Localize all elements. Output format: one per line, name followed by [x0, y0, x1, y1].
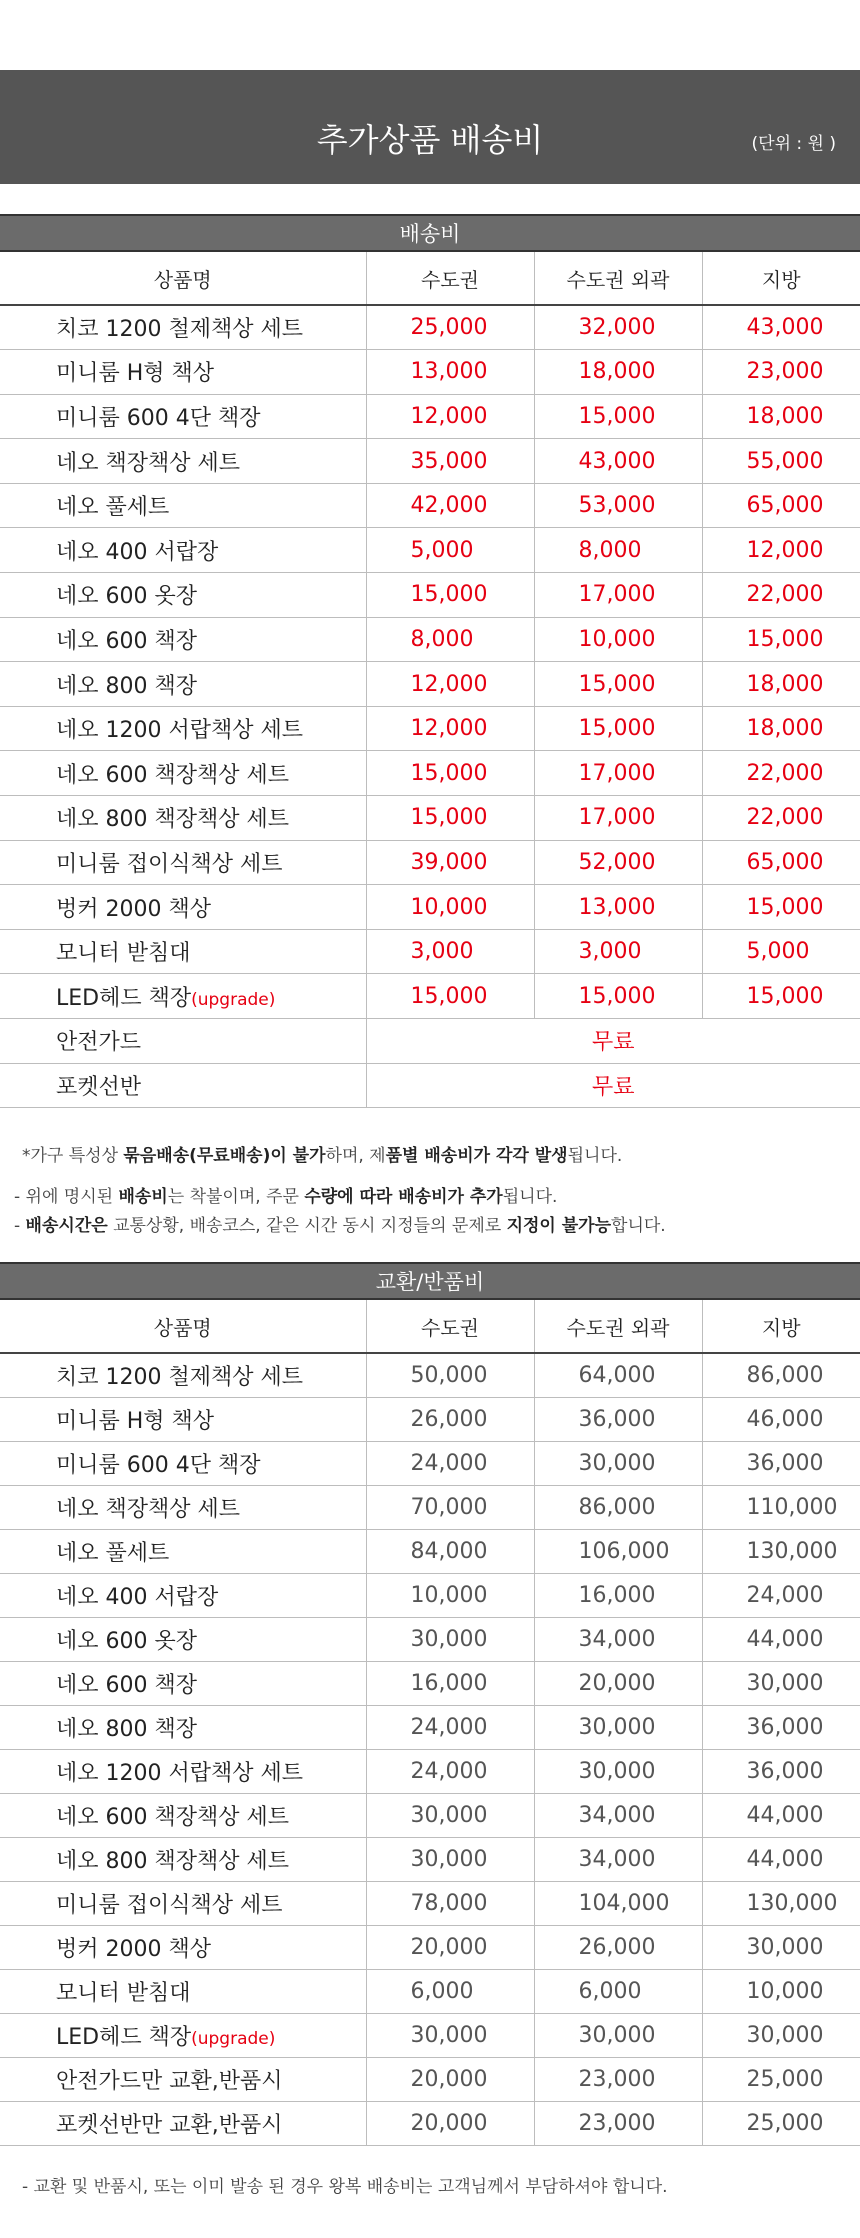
table-header-row: [0, 252, 860, 305]
provinces-fee: 44,000: [702, 1837, 860, 1881]
product-name: LED헤드 책장: [56, 2024, 192, 2050]
note-emphasis: 수량에 따라 배송비가 추가: [304, 1187, 503, 1207]
product-name-cell: [0, 439, 366, 484]
note-text: *가구 특성상: [22, 1146, 124, 1166]
product-name: 네오 1200 서랍책상 세트: [56, 718, 303, 744]
product-name-cell: [0, 1705, 366, 1749]
provinces-fee: 30,000: [702, 2013, 860, 2057]
product-name: 안전가드만 교환,반품시: [56, 2068, 283, 2094]
provinces-fee: 36,000: [702, 1705, 860, 1749]
product-name-cell: [0, 974, 366, 1019]
table-row: [0, 929, 860, 974]
product-name-cell: [0, 528, 366, 573]
provinces-fee: 30,000: [702, 1661, 860, 1705]
note-text: 합니다.: [611, 1216, 666, 1236]
product-name: 네오 600 책장책상 세트: [56, 762, 289, 788]
product-name: 네오 800 책장책상 세트: [56, 807, 289, 833]
product-name: 미니룸 H형 책상: [56, 361, 215, 387]
product-name: 네오 800 책장: [56, 1716, 197, 1742]
product-name-cell: [0, 483, 366, 528]
product-name: LED헤드 책장: [56, 985, 192, 1011]
note-text: - 위에 명시된: [14, 1187, 119, 1207]
metro-fee: 30,000: [366, 2013, 534, 2057]
table-row: [0, 1019, 860, 1064]
product-name-cell: [0, 2057, 366, 2101]
metro-fee: 10,000: [366, 885, 534, 930]
product-name: 네오 400 서랍장: [56, 539, 219, 565]
provinces-fee: 43,000: [702, 305, 860, 350]
metro-fee: 30,000: [366, 1617, 534, 1661]
product-name-cell: [0, 1441, 366, 1485]
provinces-fee: 18,000: [702, 662, 860, 707]
provinces-fee: 30,000: [702, 1925, 860, 1969]
product-name-cell: [0, 2013, 366, 2057]
metro-fee: 26,000: [366, 1397, 534, 1441]
metro-outskirts-fee: 18,000: [534, 350, 702, 395]
product-name: 치코 1200 철제책상 세트: [56, 317, 303, 343]
shipping-fee-table: [0, 252, 860, 1108]
table-row: [0, 796, 860, 841]
product-name-cell: [0, 885, 366, 930]
product-name-cell: [0, 662, 366, 707]
column-header-metro: 수도권: [366, 1300, 534, 1353]
product-name-cell: [0, 706, 366, 751]
returns-section-title: 교환/반품비: [0, 1262, 860, 1300]
provinces-fee: 36,000: [702, 1441, 860, 1485]
product-name: 네오 1200 서랍책상 세트: [56, 1760, 303, 1786]
table-row: [0, 751, 860, 796]
note-text: 됩니다.: [502, 1187, 558, 1207]
product-name: 네오 600 옷장: [56, 584, 197, 610]
metro-fee: 30,000: [366, 1793, 534, 1837]
provinces-fee: 15,000: [702, 885, 860, 930]
metro-fee: 5,000: [366, 528, 534, 573]
provinces-fee: 86,000: [702, 1353, 860, 1397]
note-delivery-time: [14, 1214, 666, 1238]
column-header-metro: 수도권: [366, 252, 534, 305]
provinces-fee: 18,000: [702, 706, 860, 751]
metro-fee: 16,000: [366, 1661, 534, 1705]
column-header-metro-outskirts: 수도권 외곽: [534, 1300, 702, 1353]
provinces-fee: 22,000: [702, 796, 860, 841]
metro-fee: 39,000: [366, 840, 534, 885]
free-shipping-label: 무료: [366, 1063, 860, 1108]
provinces-fee: 44,000: [702, 1793, 860, 1837]
provinces-fee: 18,000: [702, 394, 860, 439]
metro-outskirts-fee: 34,000: [534, 1793, 702, 1837]
provinces-fee: 12,000: [702, 528, 860, 573]
table-row: [0, 1063, 860, 1108]
product-name: 미니룸 600 4단 책장: [56, 405, 261, 431]
metro-outskirts-fee: 53,000: [534, 483, 702, 528]
product-name: 안전가드: [0, 1019, 366, 1064]
provinces-fee: 44,000: [702, 1617, 860, 1661]
product-name-cell: [0, 305, 366, 350]
provinces-fee: 24,000: [702, 1573, 860, 1617]
product-name-cell: [0, 1661, 366, 1705]
note-text: -: [14, 1216, 26, 1236]
product-name: 네오 풀세트: [56, 495, 170, 521]
metro-fee: 15,000: [366, 796, 534, 841]
product-name: 네오 책장책상 세트: [56, 450, 241, 476]
product-name-cell: [0, 840, 366, 885]
product-name-cell: [0, 1397, 366, 1441]
provinces-fee: 130,000: [702, 1529, 860, 1573]
metro-fee: 24,000: [366, 1749, 534, 1793]
metro-fee: 20,000: [366, 2101, 534, 2145]
table-row: [0, 2013, 860, 2057]
product-name-cell: [0, 1881, 366, 1925]
column-header-provinces: 지방: [702, 1300, 860, 1353]
product-name: 네오 800 책장책상 세트: [56, 1848, 289, 1874]
table-row: [0, 1793, 860, 1837]
metro-outskirts-fee: 43,000: [534, 439, 702, 484]
metro-fee: 20,000: [366, 1925, 534, 1969]
product-name-cell: [0, 1793, 366, 1837]
provinces-fee: 110,000: [702, 1485, 860, 1529]
table-row: [0, 305, 860, 350]
column-header-product: 상품명: [0, 1300, 366, 1353]
table-row: [0, 483, 860, 528]
product-name-cell: [0, 1353, 366, 1397]
product-name: 포켓선반만 교환,반품시: [56, 2112, 283, 2138]
upgrade-tag: (upgrade): [191, 2028, 276, 2049]
table-row: [0, 662, 860, 707]
product-name: 포켓선반: [0, 1063, 366, 1108]
metro-outskirts-fee: 20,000: [534, 1661, 702, 1705]
metro-outskirts-fee: 106,000: [534, 1529, 702, 1573]
table-row: [0, 1573, 860, 1617]
table-row: [0, 1661, 860, 1705]
note-emphasis: 품별 배송비가 각각 발생: [385, 1146, 568, 1166]
metro-outskirts-fee: 17,000: [534, 573, 702, 618]
shipping-section-title: 배송비: [0, 214, 860, 252]
product-name-cell: [0, 1529, 366, 1573]
metro-fee: 35,000: [366, 439, 534, 484]
column-header-product: 상품명: [0, 252, 366, 305]
returns-fee-rows: [0, 1353, 860, 2145]
metro-fee: 50,000: [366, 1353, 534, 1397]
table-row: [0, 885, 860, 930]
shipping-fee-rows: [0, 305, 860, 1108]
metro-fee: 78,000: [366, 1881, 534, 1925]
product-name-cell: [0, 1573, 366, 1617]
product-name: 네오 풀세트: [56, 1540, 170, 1566]
metro-outskirts-fee: 64,000: [534, 1353, 702, 1397]
metro-outskirts-fee: 15,000: [534, 662, 702, 707]
table-header-row: [0, 1300, 860, 1353]
product-name-cell: [0, 751, 366, 796]
table-row: [0, 1485, 860, 1529]
metro-outskirts-fee: 23,000: [534, 2057, 702, 2101]
product-name: 미니룸 접이식책상 세트: [56, 851, 283, 877]
product-name: 모니터 받침대: [56, 941, 191, 967]
metro-fee: 13,000: [366, 350, 534, 395]
column-header-metro-outskirts: 수도권 외곽: [534, 252, 702, 305]
product-name: 네오 600 책장: [56, 1672, 197, 1698]
metro-outskirts-fee: 34,000: [534, 1617, 702, 1661]
product-name-cell: [0, 617, 366, 662]
metro-outskirts-fee: 16,000: [534, 1573, 702, 1617]
table-row: [0, 528, 860, 573]
table-row: [0, 1529, 860, 1573]
metro-fee: 15,000: [366, 751, 534, 796]
metro-outskirts-fee: 30,000: [534, 1705, 702, 1749]
metro-outskirts-fee: 36,000: [534, 1397, 702, 1441]
table-row: [0, 617, 860, 662]
provinces-fee: 46,000: [702, 1397, 860, 1441]
product-name: 미니룸 H형 책상: [56, 1408, 215, 1434]
table-row: [0, 1617, 860, 1661]
product-name-cell: [0, 1925, 366, 1969]
provinces-fee: 55,000: [702, 439, 860, 484]
metro-outskirts-fee: 6,000: [534, 1969, 702, 2013]
metro-outskirts-fee: 23,000: [534, 2101, 702, 2145]
metro-outskirts-fee: 32,000: [534, 305, 702, 350]
table-row: [0, 1749, 860, 1793]
table-row: [0, 2101, 860, 2145]
provinces-fee: 22,000: [702, 751, 860, 796]
metro-fee: 25,000: [366, 305, 534, 350]
metro-fee: 12,000: [366, 662, 534, 707]
table-row: [0, 439, 860, 484]
product-name-cell: [0, 1837, 366, 1881]
metro-outskirts-fee: 34,000: [534, 1837, 702, 1881]
provinces-fee: 65,000: [702, 840, 860, 885]
product-name-cell: [0, 2101, 366, 2145]
provinces-fee: 130,000: [702, 1881, 860, 1925]
product-name: 치코 1200 철제책상 세트: [56, 1364, 303, 1390]
metro-fee: 3,000: [366, 929, 534, 974]
product-name-cell: [0, 1485, 366, 1529]
metro-fee: 70,000: [366, 1485, 534, 1529]
note-text: 하며, 제: [325, 1146, 386, 1166]
metro-fee: 24,000: [366, 1705, 534, 1749]
table-row: [0, 1881, 860, 1925]
provinces-fee: 36,000: [702, 1749, 860, 1793]
product-name-cell: [0, 394, 366, 439]
page-title: 추가상품 배송비: [316, 121, 544, 159]
metro-outskirts-fee: 10,000: [534, 617, 702, 662]
metro-outskirts-fee: 15,000: [534, 394, 702, 439]
column-header-provinces: 지방: [702, 252, 860, 305]
provinces-fee: 65,000: [702, 483, 860, 528]
table-row: [0, 1397, 860, 1441]
metro-outskirts-fee: 30,000: [534, 1441, 702, 1485]
provinces-fee: 15,000: [702, 974, 860, 1019]
product-name-cell: [0, 573, 366, 618]
unit-label: (단위 : 원 ): [751, 134, 836, 154]
metro-fee: 84,000: [366, 1529, 534, 1573]
table-row: [0, 1837, 860, 1881]
metro-outskirts-fee: 26,000: [534, 1925, 702, 1969]
note-text: 교통상황, 배송코스, 같은 시간 동시 지정들의 문제로: [107, 1216, 507, 1236]
product-name-cell: [0, 1969, 366, 2013]
note-emphasis: 배송비: [118, 1187, 168, 1207]
metro-fee: 42,000: [366, 483, 534, 528]
product-name: 네오 400 서랍장: [56, 1584, 219, 1610]
provinces-fee: 22,000: [702, 573, 860, 618]
metro-outskirts-fee: 15,000: [534, 974, 702, 1019]
metro-outskirts-fee: 17,000: [534, 751, 702, 796]
metro-fee: 12,000: [366, 706, 534, 751]
product-name: 벙커 2000 책상: [56, 1936, 211, 1962]
product-name: 네오 600 옷장: [56, 1628, 197, 1654]
metro-outskirts-fee: 3,000: [534, 929, 702, 974]
table-row: [0, 1353, 860, 1397]
free-shipping-label: 무료: [366, 1019, 860, 1064]
metro-fee: 12,000: [366, 394, 534, 439]
table-row: [0, 350, 860, 395]
table-row: [0, 394, 860, 439]
note-emphasis: 지정이 불가능: [506, 1216, 612, 1236]
table-row: [0, 706, 860, 751]
note-bundle-shipping: [22, 1144, 622, 1168]
upgrade-tag: (upgrade): [191, 989, 276, 1010]
product-name: 미니룸 600 4단 책장: [56, 1452, 261, 1478]
provinces-fee: 23,000: [702, 350, 860, 395]
product-name: 벙커 2000 책상: [56, 896, 211, 922]
metro-fee: 30,000: [366, 1837, 534, 1881]
table-row: [0, 840, 860, 885]
provinces-fee: 15,000: [702, 617, 860, 662]
product-name: 네오 600 책장: [56, 628, 197, 654]
metro-fee: 10,000: [366, 1573, 534, 1617]
metro-outskirts-fee: 13,000: [534, 885, 702, 930]
note-cash-on-delivery: [14, 1185, 557, 1209]
metro-fee: 15,000: [366, 573, 534, 618]
provinces-fee: 25,000: [702, 2057, 860, 2101]
page-header: [0, 70, 860, 184]
provinces-fee: 5,000: [702, 929, 860, 974]
metro-fee: 8,000: [366, 617, 534, 662]
table-row: [0, 974, 860, 1019]
product-name-cell: [0, 1749, 366, 1793]
metro-fee: 15,000: [366, 974, 534, 1019]
note-emphasis: 묶음배송(무료배송)이 불가: [123, 1146, 326, 1166]
product-name-cell: [0, 929, 366, 974]
metro-outskirts-fee: 86,000: [534, 1485, 702, 1529]
metro-outskirts-fee: 8,000: [534, 528, 702, 573]
product-name-cell: [0, 350, 366, 395]
metro-outskirts-fee: 17,000: [534, 796, 702, 841]
table-row: [0, 1969, 860, 2013]
note-emphasis: 배송시간은: [25, 1216, 108, 1236]
product-name: 미니룸 접이식책상 세트: [56, 1892, 283, 1918]
product-name-cell: [0, 796, 366, 841]
metro-outskirts-fee: 104,000: [534, 1881, 702, 1925]
table-row: [0, 1925, 860, 1969]
product-name-cell: [0, 1617, 366, 1661]
product-name: 네오 책장책상 세트: [56, 1496, 241, 1522]
table-row: [0, 1441, 860, 1485]
product-name: 모니터 받침대: [56, 1980, 191, 2006]
table-row: [0, 1705, 860, 1749]
table-row: [0, 573, 860, 618]
provinces-fee: 10,000: [702, 1969, 860, 2013]
metro-outskirts-fee: 30,000: [534, 1749, 702, 1793]
metro-outskirts-fee: 30,000: [534, 2013, 702, 2057]
note-text: 는 착불이며, 주문: [167, 1187, 305, 1207]
provinces-fee: 25,000: [702, 2101, 860, 2145]
product-name: 네오 800 책장: [56, 673, 197, 699]
returns-footnote: - 교환 및 반품시, 또는 이미 발송 된 경우 왕복 배송비는 고객님께서 부담하셔야 합니다.: [22, 2177, 668, 2197]
metro-outskirts-fee: 52,000: [534, 840, 702, 885]
metro-fee: 24,000: [366, 1441, 534, 1485]
returns-fee-table: [0, 1300, 860, 2146]
metro-fee: 6,000: [366, 1969, 534, 2013]
metro-outskirts-fee: 15,000: [534, 706, 702, 751]
table-row: [0, 2057, 860, 2101]
note-text: 됩니다.: [567, 1146, 623, 1166]
metro-fee: 20,000: [366, 2057, 534, 2101]
product-name: 네오 600 책장책상 세트: [56, 1804, 289, 1830]
